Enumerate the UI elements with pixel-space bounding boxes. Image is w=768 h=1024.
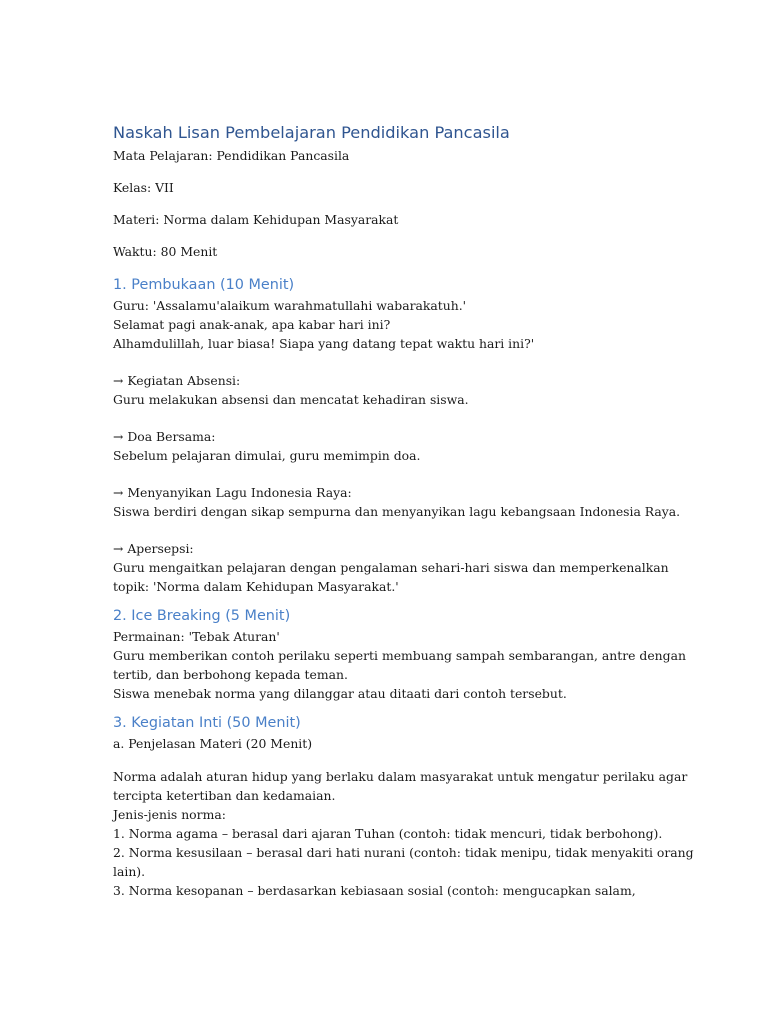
activity-label-anthem: → Menyanyikan Lagu Indonesia Raya: bbox=[113, 485, 352, 500]
paragraph-line: Permainan: 'Tebak Aturan' bbox=[113, 629, 280, 644]
subheading-material-explanation: a. Penjelasan Materi (20 Menit) bbox=[113, 736, 313, 751]
meta-material: Materi: Norma dalam Kehidupan Masyarakat bbox=[113, 212, 399, 227]
activity-label-prayer: → Doa Bersama: bbox=[113, 429, 216, 444]
meta-class: Kelas: VII bbox=[113, 180, 174, 195]
document-title: Naskah Lisan Pembelajaran Pendidikan Pancasila bbox=[113, 123, 510, 142]
list-item: 2. Norma kesusilaan – berasal dari hati nurani (contoh: tidak menipu, tidak menyakiti orang bbox=[113, 845, 694, 860]
paragraph-line: Siswa menebak norma yang dilanggar atau ditaati dari contoh tersebut. bbox=[113, 686, 567, 701]
paragraph-line: tertib, dan berbohong kepada teman. bbox=[113, 667, 348, 682]
paragraph-line: Guru memberikan contoh perilaku seperti membuang sampah sembarangan, antre dengan bbox=[113, 648, 686, 663]
section-heading-ice-breaking: 2. Ice Breaking (5 Menit) bbox=[113, 608, 291, 624]
meta-subject: Mata Pelajaran: Pendidikan Pancasila bbox=[113, 148, 350, 163]
paragraph-line: Norma adalah aturan hidup yang berlaku dalam masyarakat untuk mengatur perilaku agar bbox=[113, 769, 688, 784]
paragraph-line: Guru: 'Assalamu'alaikum warahmatullahi wabarakatuh.' bbox=[113, 298, 467, 313]
section-heading-opening: 1. Pembukaan (10 Menit) bbox=[113, 277, 295, 293]
paragraph-line: Sebelum pelajaran dimulai, guru memimpin doa. bbox=[113, 448, 421, 463]
paragraph-line: Jenis-jenis norma: bbox=[113, 807, 226, 822]
paragraph-line: Guru melakukan absensi dan mencatat kehadiran siswa. bbox=[113, 392, 469, 407]
paragraph-line: Siswa berdiri dengan sikap sempurna dan menyanyikan lagu kebangsaan Indonesia Raya. bbox=[113, 504, 681, 519]
meta-time: Waktu: 80 Menit bbox=[113, 244, 218, 259]
paragraph-line: Alhamdulillah, luar biasa! Siapa yang datang tepat waktu hari ini?' bbox=[113, 336, 535, 351]
list-item-continuation: lain). bbox=[113, 864, 146, 879]
paragraph-line: topik: 'Norma dalam Kehidupan Masyarakat.' bbox=[113, 579, 399, 594]
paragraph-line: Selamat pagi anak-anak, apa kabar hari ini? bbox=[113, 317, 391, 332]
paragraph-line: Guru mengaitkan pelajaran dengan pengalaman sehari-hari siswa dan memperkenalkan bbox=[113, 560, 669, 575]
list-item: 1. Norma agama – berasal dari ajaran Tuhan (contoh: tidak mencuri, tidak berbohong). bbox=[113, 826, 663, 841]
activity-label-apperception: → Apersepsi: bbox=[113, 541, 194, 556]
section-heading-core-activity: 3. Kegiatan Inti (50 Menit) bbox=[113, 715, 301, 731]
activity-label-attendance: → Kegiatan Absensi: bbox=[113, 373, 241, 388]
list-item: 3. Norma kesopanan – berdasarkan kebiasaan sosial (contoh: mengucapkan salam, bbox=[113, 883, 636, 898]
paragraph-line: tercipta ketertiban dan kedamaian. bbox=[113, 788, 336, 803]
document-page bbox=[113, 122, 694, 900]
